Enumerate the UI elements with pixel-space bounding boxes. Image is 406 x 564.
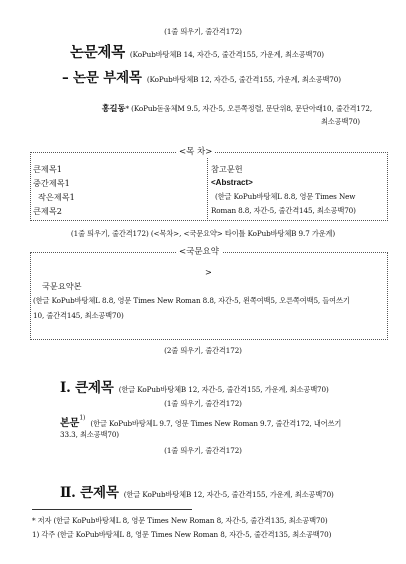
section-1-heading-line [60,376,329,396]
toc-item: <Abstract> [211,178,253,187]
footnote-1: 1) 각주 (한글 KoPub바탕체L 8, 영문 Times New Roman 8, 자간-5, 줄간격135, 최소공백70) [32,530,332,539]
paper-subtitle: – 논문 부제목 [62,70,142,86]
toc-item: 큰제목2 [33,206,62,216]
after-abstract-note: (2줄 띄우기, 줄간격172) [164,346,242,355]
section-1-spacing-note: (1줄 띄우기, 줄간격172) [164,399,242,408]
toc-label: <목 차> [176,145,215,157]
footnote-rule [32,509,192,510]
toc-right-list [211,162,356,218]
paper-title: 논문제목 [70,44,125,61]
toc-divider [207,152,208,219]
section-1-heading-spec: (한글 KoPub바탕체B 12, 자간-5, 줄간격155, 가운계, 최소공백70) [118,385,329,394]
body-spec-cont: 33.3, 최소공백70) [60,430,119,439]
after-toc-note: (1줄 띄우기, 줄간격172) (<목차>, <국문요약> 타이틀 KoPub바탕체B 9.7 가운계) [70,229,336,238]
footnote-marker: 1) [79,414,86,422]
abstract-heading: 국문요약본 [42,281,82,291]
abstract-label: <국문요약 [176,245,222,257]
body-line [60,411,341,430]
top-spacing-note: (1줄 띄우기, 줄간격172) [164,27,242,36]
toc-item: 큰제목1 [33,164,62,174]
subtitle-spec: (KoPub바탕체B 12, 자간-5, 줄간격155, 가운계, 최소공백70) [146,75,341,84]
body-label: 본문 [60,418,80,429]
toc-item: 중간제목1 [33,178,70,188]
toc-left-list [33,162,75,218]
section-1-heading: Ⅰ. 큰제목 [60,380,114,396]
section-2-heading: Ⅱ. 큰제목 [60,485,119,501]
section-2-heading-line [60,481,334,501]
toc-item: 참고문헌 [211,164,243,174]
abstract-spec-cont: 10, 줄간격145, 최소공백70) [33,311,124,320]
footnote-author: * 저자 (한글 KoPub바탕체L 8, 영문 Times New Roman 8, 자간-5, 줄간격135, 최소공백70) [32,516,328,525]
toc-right-spec-cont: Roman 8.8, 자간-5, 줄간격145, 최소공백70) [211,206,356,215]
section-1-spacing-note-2: (1줄 띄우기, 줄간격172) [164,446,242,455]
author-name: 홍길동 [101,103,126,113]
toc-right-spec: (한글 KoPub바탕체L 8.8, 영문 Times New [215,192,356,201]
author-line [102,96,372,115]
author-spec-cont: 최소공백70) [320,117,360,126]
abstract-spec: (한글 KoPub바탕체L 8.8, 영문 Times New Roman 8.8, 자간-5, 왼쪽여백5, 오른쪽여백5, 들여쓰기 [33,296,350,305]
author-spec: * (KoPub돋움체M 9.5, 자간-5, 오른쪽정렬, 문단위8, 문단아래10, 줄간격172, [125,104,372,113]
title-spec: (KoPub바탕체B 14, 자간-5, 줄간격155, 가운계, 최소공백70) [129,50,325,59]
paper-title-line [70,41,324,62]
toc-item: 작은제목1 [38,192,75,202]
paper-subtitle-line [62,66,341,86]
body-spec: (한글 KoPub바탕체L 9.7, 영문 Times New Roman 9.7, 줄간격172, 내어쓰기 [90,419,342,428]
abstract-label-close: > [205,267,212,277]
section-2-heading-spec: (한글 KoPub바탕체B 12, 자간-5, 줄간격155, 가운계, 최소공백70) [123,490,334,499]
